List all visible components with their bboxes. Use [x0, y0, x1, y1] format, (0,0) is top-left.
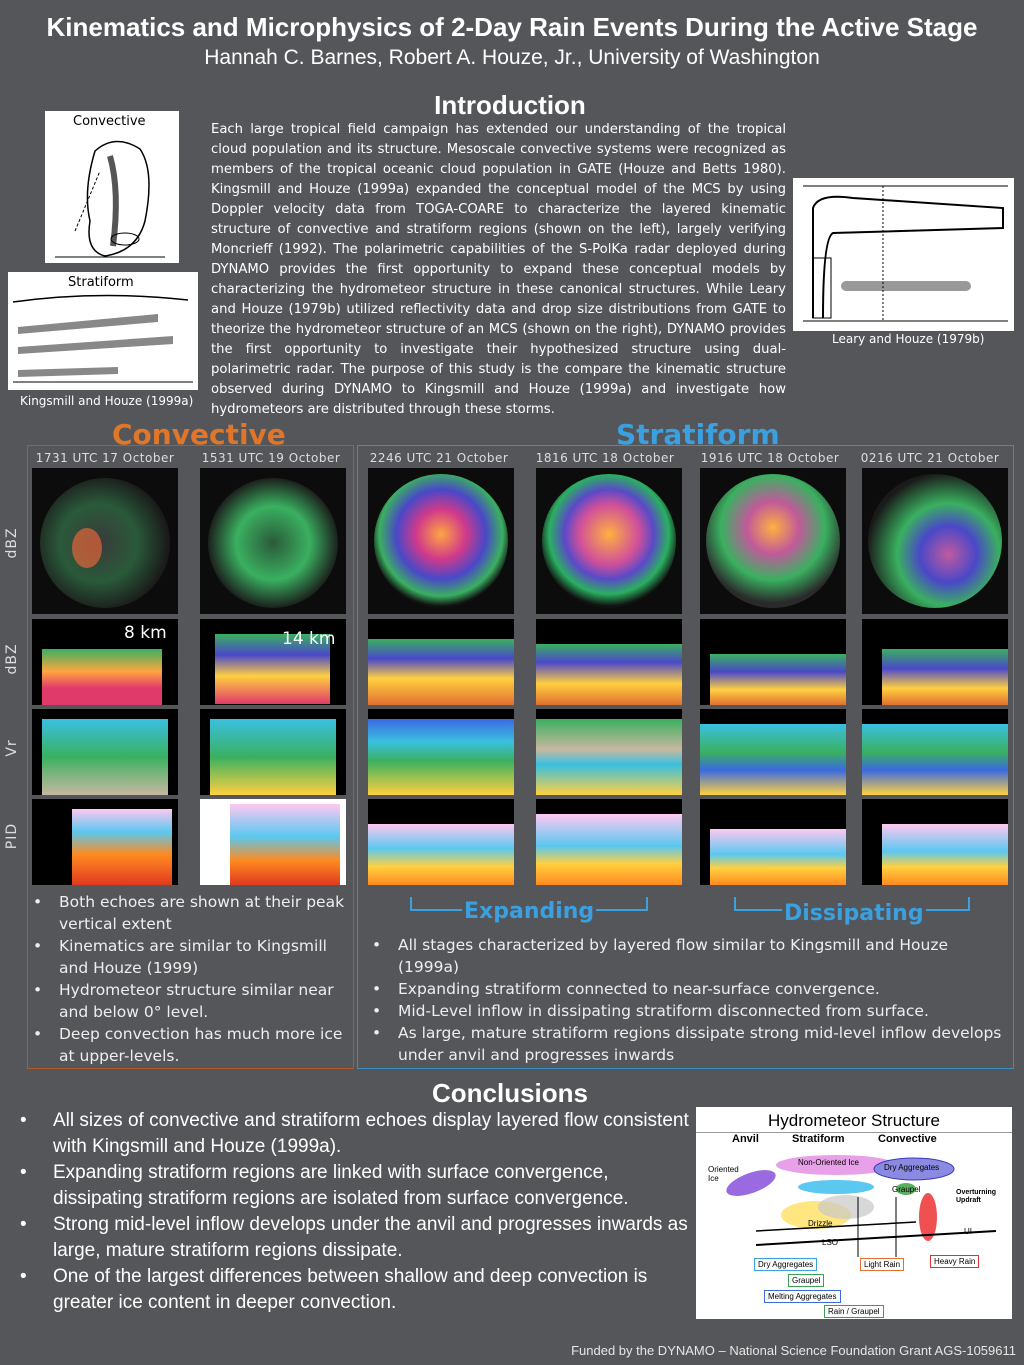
row-label: PID	[4, 822, 20, 850]
melting-aggregates-box: Melting Aggregates	[764, 1290, 841, 1303]
oriented-ice-label: Oriented Ice	[708, 1165, 739, 1183]
hydrometeor-model-figure	[793, 178, 1014, 331]
rhi-velocity-panel	[32, 709, 178, 795]
rhi-reflectivity-panel	[862, 619, 1008, 705]
overturning-label: Overturning Updraft	[956, 1189, 997, 1204]
ui-label: UI	[964, 1227, 972, 1236]
poster-authors: Hannah C. Barnes, Robert A. Houze, Jr., University of Washington	[204, 46, 820, 69]
conclusion-item: • Strong mid-level inflow develops under the anvil and progresses inwards as large, mature stratiform regions dissipate.	[20, 1212, 690, 1264]
conclusion-item: • One of the largest differences between shallow and deep convection is greater ice content in deeper convection.	[20, 1264, 690, 1316]
ppi-panel	[32, 468, 178, 614]
leary-houze-schematic	[793, 178, 1014, 331]
convective-schematic	[45, 111, 179, 263]
rhi-reflectivity-panel	[32, 619, 178, 705]
rhi-velocity-panel	[200, 709, 346, 795]
intro-text: Each large tropical field campaign has extended our understanding of the tropical cloud population and its structure. Mesoscale convective systems were recognized as members of the tropical oceanic cloud population in GATE (Houze and Betts 1980). Kingsmill and Houze (1999a) expanded the conceptual model of the MCS by using Doppler velocity data from TOGA-COARE to characterize the layered kinematic structure of convective and stratiform regions (shown on the left), largely verifying Moncrieff (1992). The polarimetric capabilities of the S-PolKa radar deployed during DYNAMO provides the first opportunity to expand these conceptual models by characterizing the hydrometeor structure in these canonical structures. While Leary and Houze (1979b) utilized reflectivity data and drop size distributions from GATE to theorize the hydrometeor structure of an MCS (shown on the right), DYNAMO provides the first opportunity to investigate their hypothesized structure using dual-polarimetric radar. The purpose of this study is the compare the kinematic structure observed during DYNAMO to Kingsmill and Houze (1999a) and investigate how hydrometeors are distributed through these storms.	[211, 122, 786, 417]
conclusion-item: • All sizes of convective and stratiform echoes display layered flow consistent with Kingsmill and Houze (1999a).	[20, 1108, 690, 1160]
row-label: dBZ	[4, 643, 20, 675]
rhi-reflectivity-panel	[200, 619, 346, 705]
conclusion-item: • Expanding stratiform regions are linked with surface convergence, dissipating stratiform regions are isolated from surface convergence.	[20, 1160, 690, 1212]
stratiform-conceptual-figure	[8, 272, 198, 390]
funding-note: Funded by the DYNAMO – National Science Foundation Grant AGS-1059611	[571, 1343, 1016, 1358]
stratiform-label: Stratiform	[792, 1133, 845, 1145]
poster-title: Kinematics and Microphysics of 2-Day Rain Events During the Active Stage	[46, 12, 978, 42]
pid-panel	[862, 799, 1008, 885]
rhi-reflectivity-panel	[536, 619, 682, 705]
fig-right-caption: Leary and Houze (1979b)	[832, 332, 985, 346]
rhi-reflectivity-panel	[368, 619, 514, 705]
column-header: 1731 UTC 17 October	[35, 451, 175, 465]
graupel-box: Graupel	[788, 1274, 824, 1287]
dry-aggregates-top-label: Dry Aggregates	[884, 1163, 940, 1172]
pid-panel	[200, 799, 346, 885]
expanding-label: Expanding	[464, 899, 595, 924]
fig-convective-label: Convective	[73, 114, 146, 129]
pid-panel	[700, 799, 846, 885]
ppi-panel	[200, 468, 346, 614]
hydrometeor-title: Hydrometeor Structure	[768, 1111, 940, 1130]
fig-left-caption: Kingsmill and Houze (1999a)	[20, 394, 194, 408]
rhi-velocity-panel	[536, 709, 682, 795]
pid-panel	[368, 799, 514, 885]
heavy-rain-box: Heavy Rain	[930, 1255, 979, 1268]
rhi-velocity-panel	[368, 709, 514, 795]
row-label: dBZ	[4, 527, 20, 559]
stratiform-findings-list	[368, 934, 1008, 1066]
drizzle-label: Drizzle	[808, 1219, 833, 1228]
anvil-label: Anvil	[732, 1133, 759, 1145]
rhi-reflectivity-panel	[700, 619, 846, 705]
ppi-panel	[368, 468, 514, 614]
height-label: 8 km	[124, 623, 167, 643]
column-header: 1531 UTC 19 October	[201, 451, 341, 465]
row-label: Vr	[4, 739, 20, 757]
graupel-top-label: Graupel	[892, 1185, 921, 1194]
hydrometeor-structure-figure	[696, 1107, 1012, 1319]
rhi-velocity-panel	[862, 709, 1008, 795]
stratiform-finding: • Mid-Level inflow in dissipating stratiform disconnected from surface.	[368, 1000, 1008, 1022]
hydrometeor-schematic	[696, 1107, 1012, 1319]
pid-panel	[536, 799, 682, 885]
column-header: 0216 UTC 21 October	[860, 451, 1000, 465]
convective-label: Convective	[878, 1133, 937, 1145]
convective-finding: • Deep convection has much more ice at upper-levels.	[29, 1023, 349, 1067]
convective-finding: • Kinematics are similar to Kingsmill and Houze (1999)	[29, 935, 349, 979]
fig-stratiform-label: Stratiform	[68, 275, 134, 290]
dry-aggregates-box: Dry Aggregates	[754, 1258, 817, 1271]
convective-findings-list	[29, 891, 349, 1067]
stratiform-finding: • As large, mature stratiform regions dissipate strong mid-level inflow develops under anvil and progresses inwards	[368, 1022, 1008, 1066]
ppi-panel	[700, 468, 846, 614]
convective-finding: • Hydrometeor structure similar near and below 0° level.	[29, 979, 349, 1023]
column-header: 2246 UTC 21 October	[369, 451, 509, 465]
ppi-panel	[536, 468, 682, 614]
stratiform-section-title: Stratiform	[616, 418, 780, 451]
convective-conceptual-figure	[45, 111, 179, 263]
column-header: 1816 UTC 18 October	[535, 451, 675, 465]
rain-graupel-box: Rain / Graupel	[824, 1305, 884, 1318]
convective-finding: • Both echoes are shown at their peak vertical extent	[29, 891, 349, 935]
lso-label: LSO	[822, 1238, 839, 1247]
stratiform-finding: • All stages characterized by layered flow similar to Kingsmill and Houze (1999a)	[368, 934, 1008, 978]
height-label: 14 km	[282, 629, 336, 649]
rhi-velocity-panel	[700, 709, 846, 795]
column-header: 1916 UTC 18 October	[700, 451, 840, 465]
intro-heading: Introduction	[434, 90, 586, 120]
dissipating-label: Dissipating	[784, 901, 924, 926]
convective-section-title: Convective	[112, 418, 286, 451]
pid-panel	[32, 799, 178, 885]
ppi-panel	[862, 468, 1008, 614]
conclusions-list	[20, 1108, 690, 1316]
non-oriented-ice-label: Non-Oriented Ice	[798, 1158, 859, 1167]
stratiform-finding: • Expanding stratiform connected to near-surface convergence.	[368, 978, 1008, 1000]
light-rain-box: Light Rain	[860, 1258, 904, 1271]
conclusions-heading: Conclusions	[431, 1078, 588, 1108]
